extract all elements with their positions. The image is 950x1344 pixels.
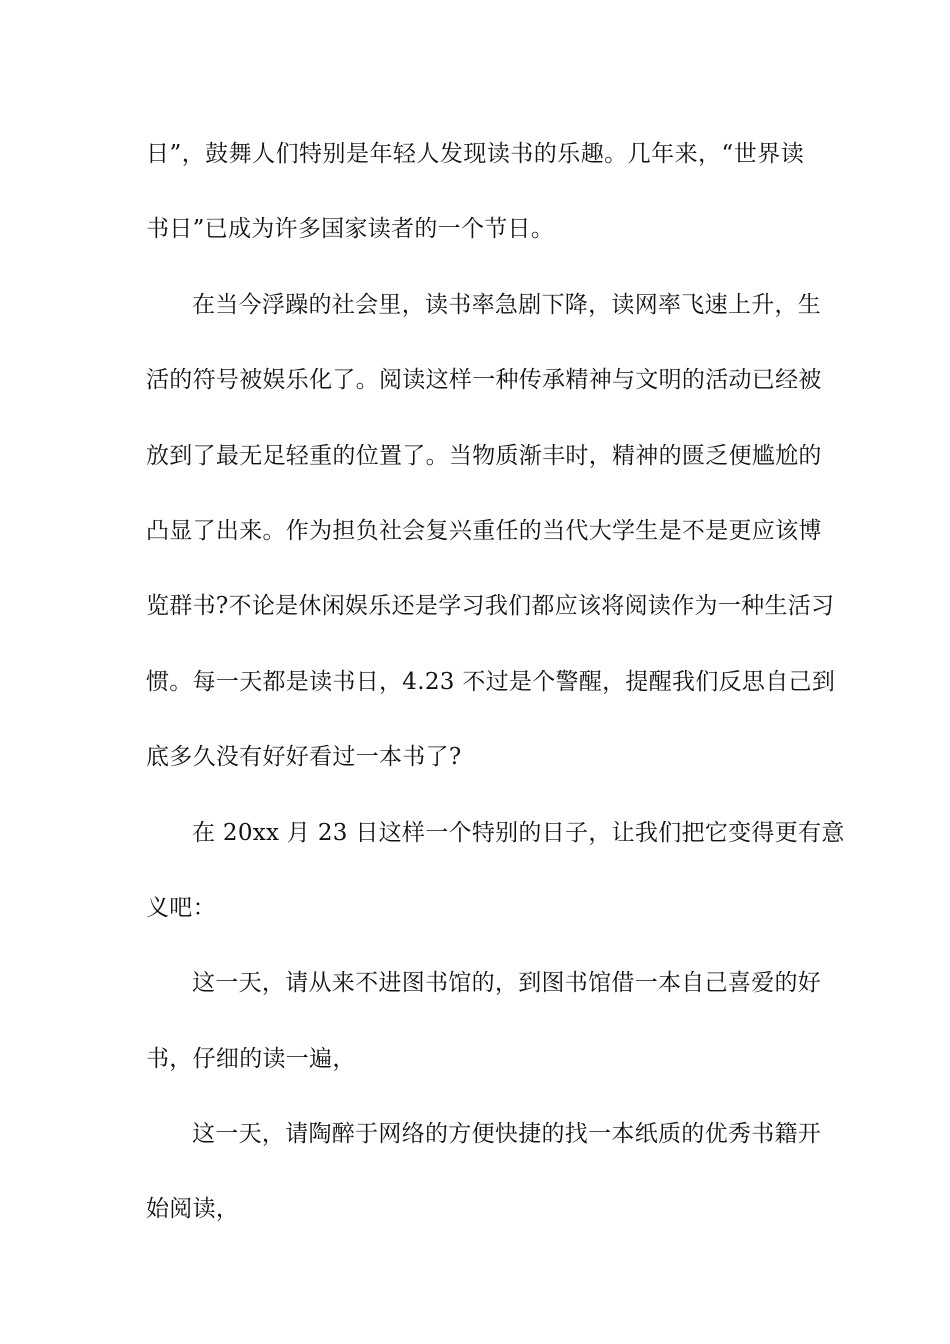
text-line: 放到了最无足轻重的位置了。当物质渐丰时，精神的匮乏便尴尬的: [146, 442, 822, 469]
text-line: 活的符号被娱乐化了。阅读这样一种传承精神与文明的活动已经被: [146, 367, 822, 394]
text-line: 日”，鼓舞人们特别是年轻人发现读书的乐趣。几年来，“世界读: [146, 141, 804, 167]
paragraph-start-line: 在当今浮躁的社会里，读书率急剧下降，读网率飞速上升，生: [192, 291, 822, 318]
paragraph-start-line: 这一天，请陶醉于网络的方便快捷的找一本纸质的优秀书籍开: [192, 1121, 822, 1148]
text-line: 底多久没有好好看过一本书了?: [146, 744, 462, 771]
text-line: 览群书?不论是休闲娱乐还是学习我们都应该将阅读作为一种生活习: [146, 593, 835, 620]
text-line: 凸显了出来。作为担负社会复兴重任的当代大学生是不是更应该博: [146, 517, 822, 544]
paragraph-start-line: 这一天，请从来不进图书馆的，到图书馆借一本自己喜爱的好: [192, 970, 822, 997]
body-text: [146, 128, 845, 1259]
text-line: 惯。每一天都是读书日，4.23 不过是个警醒，提醒我们反思自己到: [146, 668, 836, 695]
paragraph-start-line: 在 20xx 月 23 日这样一个特别的日子，让我们把它变得更有意: [192, 819, 845, 846]
text-line: 书，仔细的读一遍，: [146, 1045, 356, 1072]
text-line: 书日”已成为许多国家读者的一个节日。: [146, 216, 555, 243]
text-line: 义吧：: [146, 894, 216, 921]
text-line: 始阅读，: [146, 1196, 240, 1223]
